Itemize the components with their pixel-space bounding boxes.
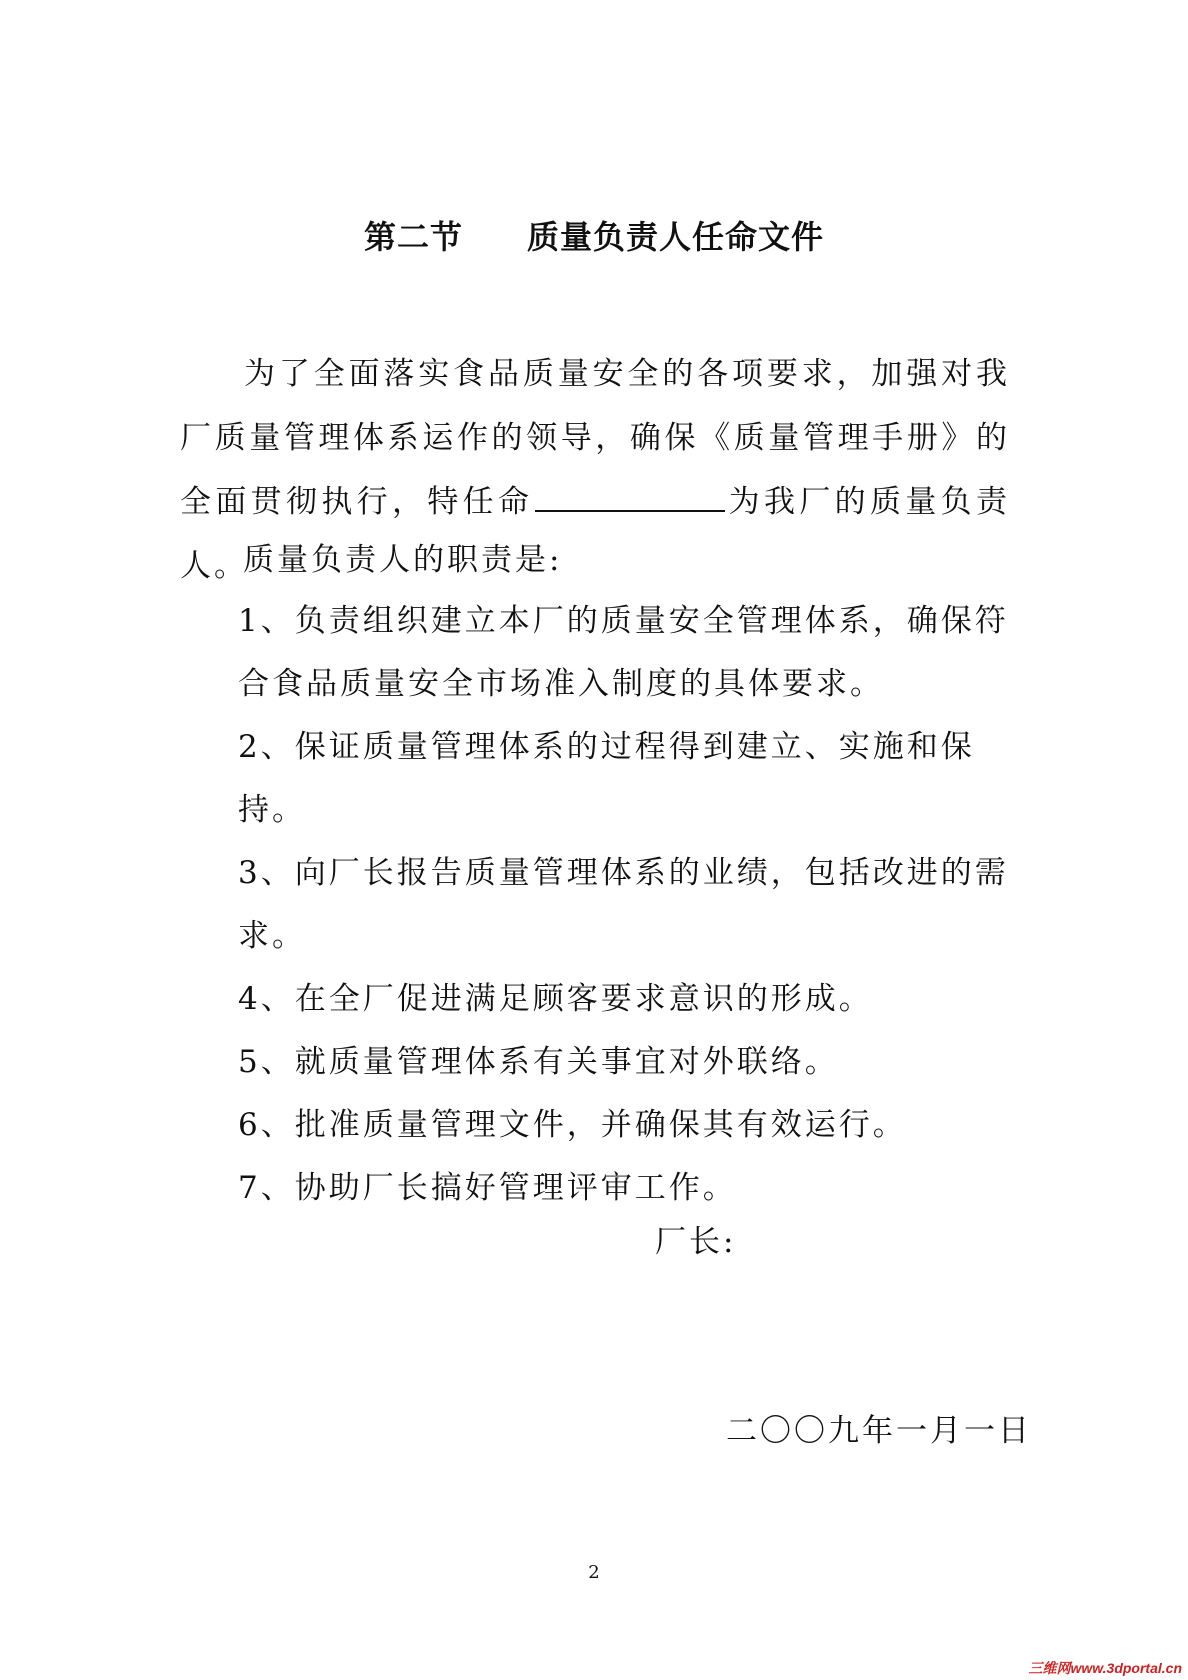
duty-item: 4、在全厂促进满足顾客要求意识的形成。 xyxy=(238,981,873,1017)
appointee-name-blank xyxy=(535,486,725,512)
intro-text-after: 为我厂的质量负责人。 xyxy=(180,484,1011,584)
intro-text-before: 为了全面落实食品质量安全的各项要求，加强对我厂质量管理体系运作的领导，确保《质量管理手册》的全面贯彻执行，特任命 xyxy=(180,356,1010,520)
duty-item: 6、批准质量管理文件，并确保其有效运行。 xyxy=(238,1107,907,1143)
signature-label: 厂长: xyxy=(655,1224,737,1260)
title-heading: 质量负责人任命文件 xyxy=(527,218,825,256)
duties-list xyxy=(238,590,1018,1220)
document-date: 二〇〇九年一月一日 xyxy=(726,1413,1032,1449)
duty-item: 7、协助厂长搞好管理评审工作。 xyxy=(238,1170,737,1206)
site-watermark: 三维网www.3dportal.cn xyxy=(1028,1660,1182,1676)
page-title xyxy=(0,212,1188,258)
duty-item: 1、负责组织建立本厂的质量安全管理体系，确保符合食品质量安全市场准入制度的具体要求。 xyxy=(238,603,1009,702)
duty-item: 5、就质量管理体系有关事宜对外联络。 xyxy=(238,1044,839,1080)
duty-item: 2、保证质量管理体系的过程得到建立、实施和保持。 xyxy=(238,729,975,828)
duty-item: 3、向厂长报告质量管理体系的业绩，包括改进的需求。 xyxy=(238,855,1009,954)
section-label: 第二节 xyxy=(363,218,463,256)
duties-heading: 质量负责人的职责是: xyxy=(243,542,563,578)
page-number: 2 xyxy=(588,1562,600,1583)
